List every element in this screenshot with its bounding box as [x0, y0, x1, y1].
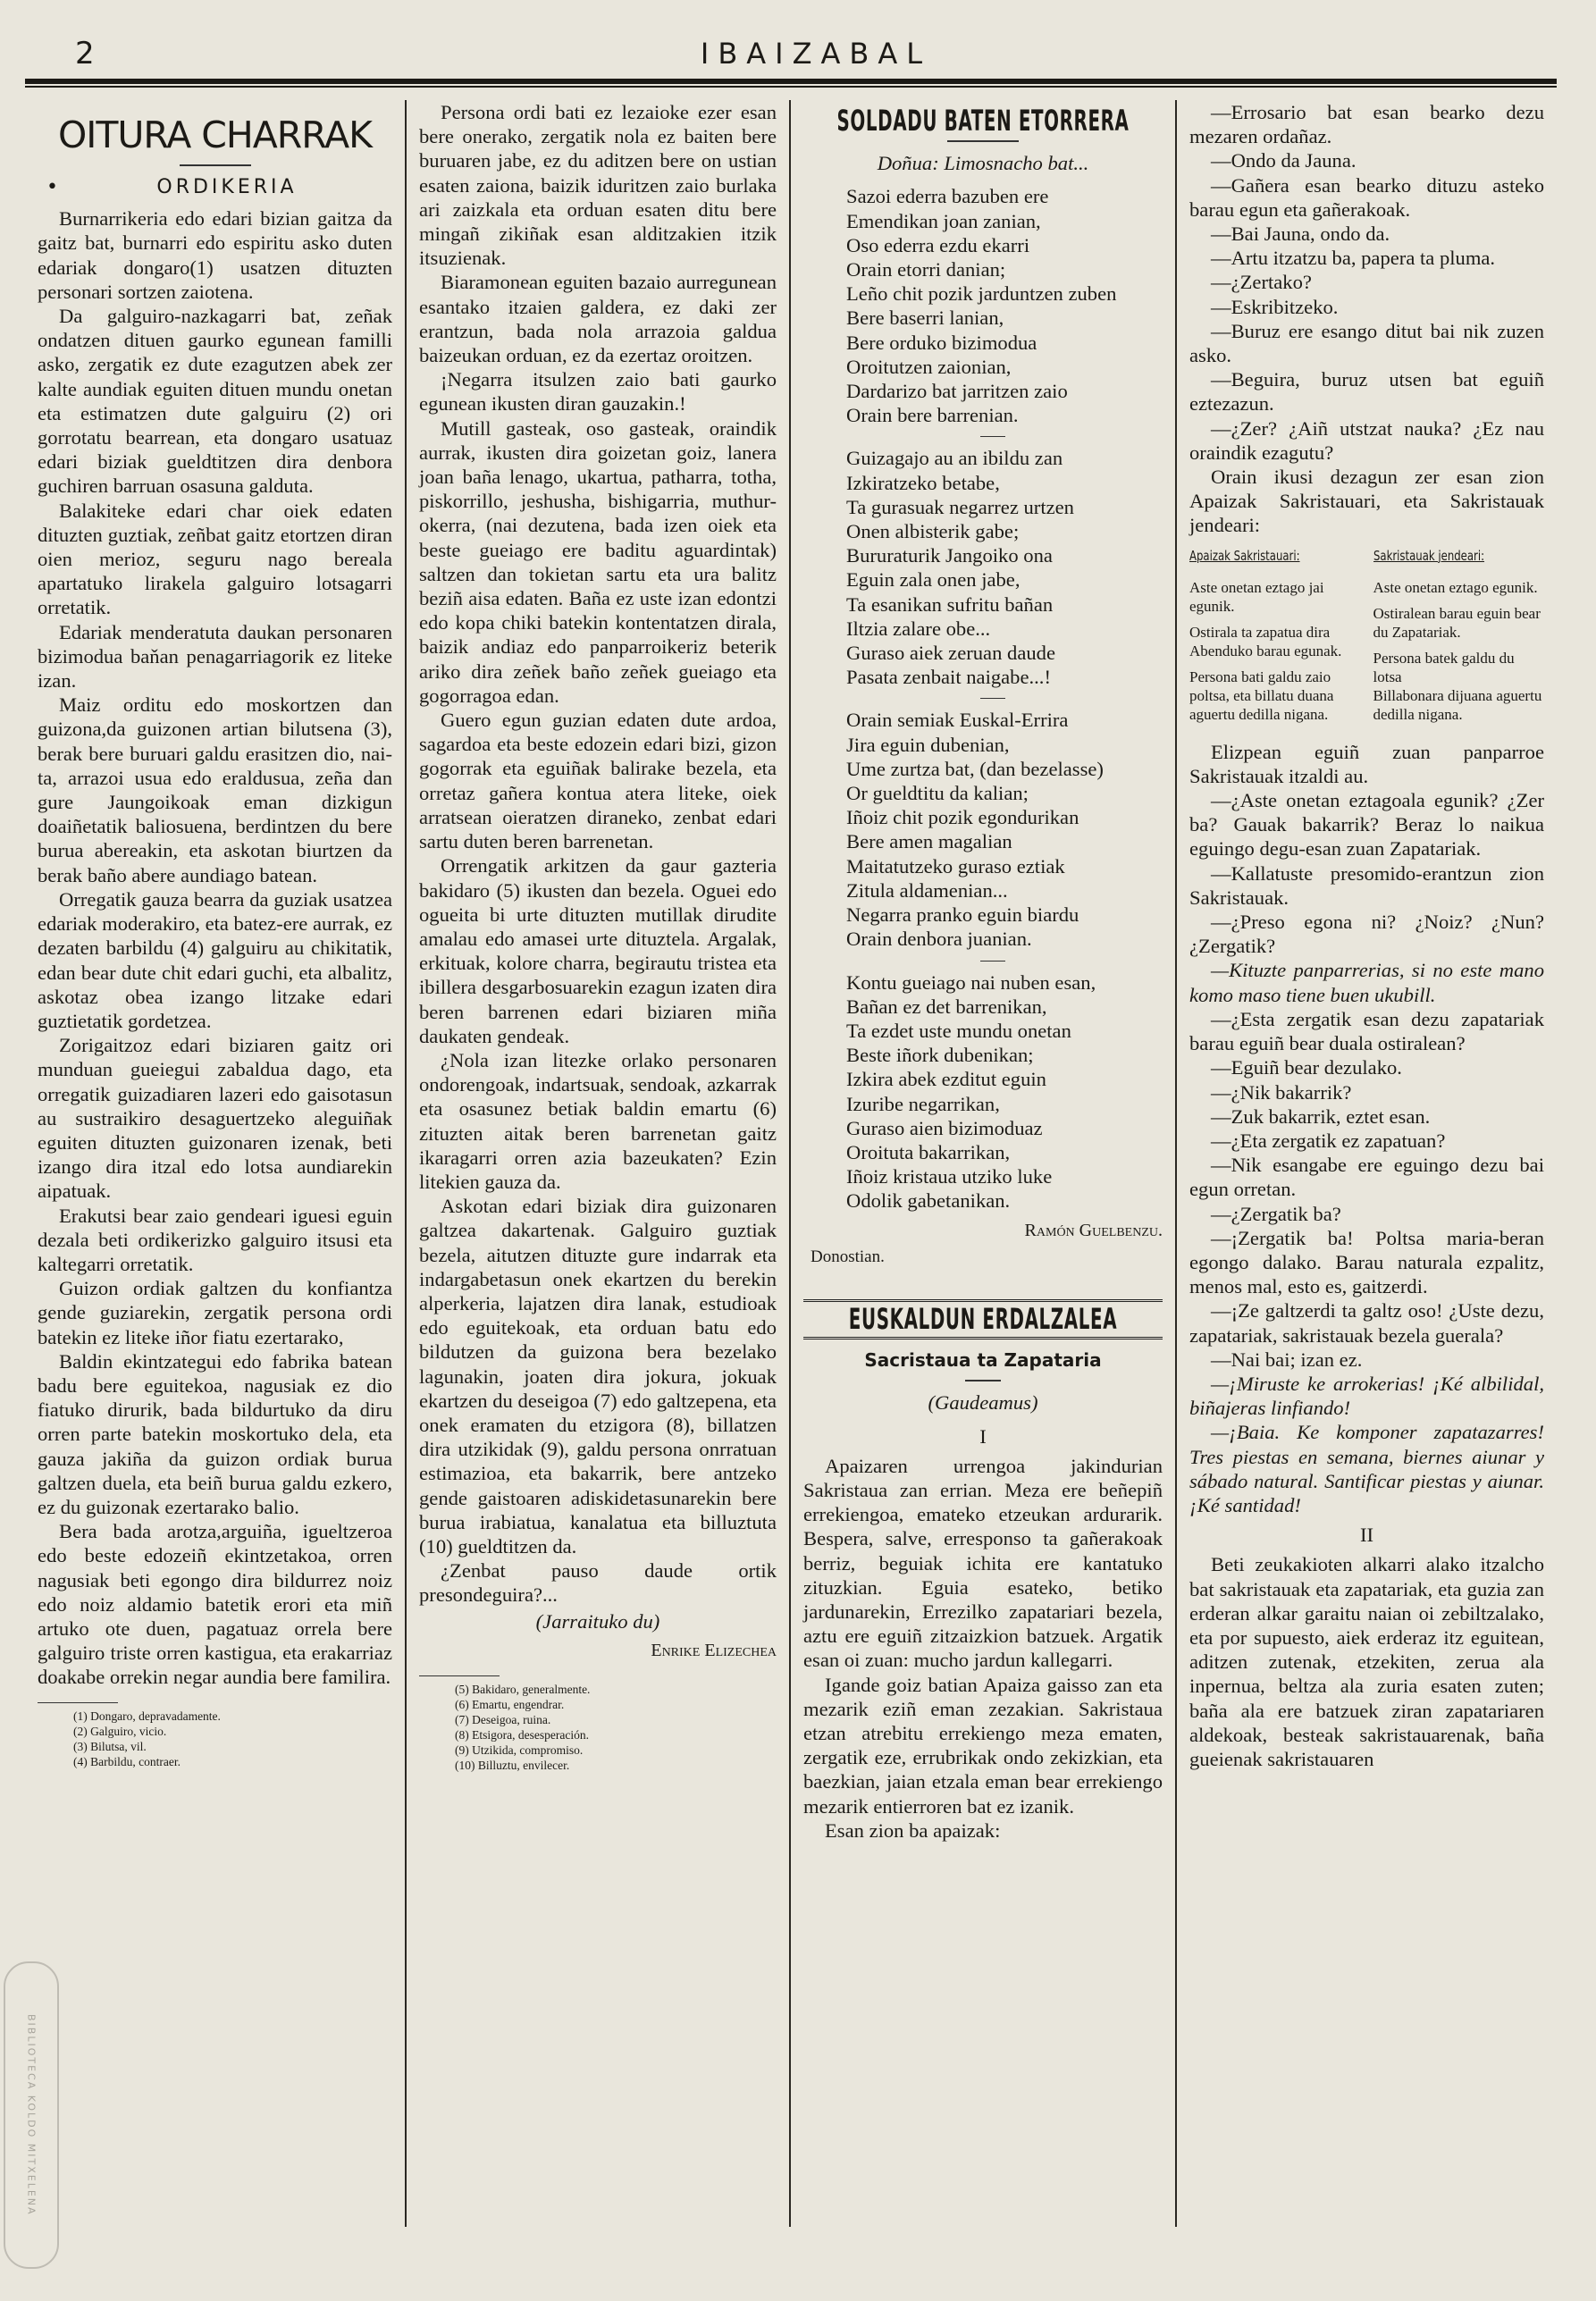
section-title: EUSKALDUN ERDALZALEA: [848, 1301, 1118, 1336]
verse-line: Maitatutzeko guraso eztiak: [846, 854, 1065, 878]
poem-tune: Doñua: Limosnacho bat...: [877, 152, 1089, 175]
footnote: (3) Bilutsa, vil.: [73, 1739, 147, 1753]
verse-line: Iñoiz chit pozik egondurikan: [846, 806, 1079, 829]
column-1: [25, 100, 405, 2227]
title-divider: [965, 1380, 1001, 1381]
footnote: (2) Galguiro, vicio.: [73, 1724, 167, 1738]
verse-line: Negarra pranko eguin biardu: [846, 903, 1079, 927]
paragraph: Beti zeukakioten alkarri alako itzalcho bat sakristauak eta zapatariak, eta guzia zan erderan alkar garaitu naian oi zebiltzalako, eta por supuesto, aiek erderaz itz eguitean, aditzen zutenak, etzekiten, zerua ala inpernua, beltza ala zuria esaten zuten; baña ala ere batzuek ziran zapatariaren aldekoak, besteak sakristauarenak, baña gueienak sakristauaren: [1189, 1553, 1544, 1770]
verse-line: Leño chit pozik jarduntzen zuben: [846, 282, 1117, 306]
table-header: Sakristauak jendeari:: [1373, 547, 1484, 564]
paragraph: Orregatik gauza bearra da guziak usatzea edariak moderakiro, eta batez-ere aurrak, ez dezaten barbildu (4) galguiru au chikitatik, edan bear dute chit edari guchi, eta albalitz, askotaz obea izango litzake edari guztietatik gordetzea.: [38, 887, 393, 1032]
dialogue-line: —Artu itzatzu ba, papera ta pluma.: [1211, 247, 1496, 270]
header-rule: [25, 79, 1557, 84]
paragraph: Balakiteke edari char oiek edaten dituzten guztiak, zeñbat gaitz etortzen diran oien merioz, seguru nago bereala apartatuko lirakela galguiro lotsagarri orretatik.: [38, 499, 392, 619]
verse-line: Eguin zala onen jabe,: [846, 568, 1021, 592]
paragraph: Da galguiro-nazkagarri bat, zeñak ondatzen dituen gaurko egunean familli asko, zergatik ez dute ezagutzen abek zer kalte aundiak eguiten dituen mundu onetan eta estimatzen dute galguiru (2) ori gorrotatu bearrean, eta dongaro usatuaz edari biziak gueldtitzen dira denbora guchiren barruan osasuna galduta.: [38, 305, 392, 498]
dialogue-line: —¡Baia. Ke komponer zapatazarres! Tres piestas en semana, biernes aiunar y sábado natural. Santificar piestas y aiunar. ¡Ké santidad!: [1189, 1421, 1544, 1516]
verse-line: Orain denbora juanian.: [846, 928, 1032, 951]
dialogue-line: —Eguiñ bear dezulako.: [1211, 1056, 1402, 1079]
comparison-table: [1189, 547, 1544, 731]
verse-line: Ume zurtza bat, (dan bezelasse): [846, 757, 1104, 780]
paragraph: Mutill gasteak, oso gasteak, oraindik aurrak, ikusten dira goizetan goiz, lanera joan baña lenago, ukartua, patharra, totha, piskorrillo, jeshusha, bishigarria, muthur-okerra, (nai dezutena, bada izen oiek eta beste gueiago ere baditu aguardintak) saltzen dan tokietan sartu eta ura balitz beziñ aisa edaten. Baña ez uste izan edontzi edo kopa chiki batekin kontentatzen dirala, baizik andiaz edo panparroikeriz beterik ariko dira zeñek baño zeñek gueiago eta gogorragoa edan.: [419, 416, 777, 707]
dialogue-line: —¿Zer? ¿Aiñ utstzat nauka? ¿Ez nau oraindik ezagutu?: [1189, 416, 1544, 464]
paragraph: Erakutsi bear zaio gendeari iguesi eguin dezala beti ordikerizko galguiro itsusi eta kaltegarri orretatik.: [38, 1204, 392, 1275]
verse-line: Izkira abek ezditut eguin: [846, 1068, 1046, 1091]
paragraph: Edariak menderatuta daukan personaren bizimodua baňan penagarriagorik ez liteke izan.: [38, 620, 392, 693]
footnote: (5) Bakidaro, generalmente.: [455, 1683, 591, 1696]
poem-place: Donostian.: [811, 1247, 885, 1266]
dialogue-line: —Kituzte panparrerias, si no este mano komo maso tiene buen ukubill.: [1189, 959, 1544, 1006]
paragraph: Guizon ordiak galtzen du konfiantza gende guziarekin, zergatik persona ordi batekin ez liteke iñor fiatu ezertarako,: [38, 1277, 392, 1348]
dialogue-line: —¿Zergatik ba?: [1211, 1202, 1341, 1225]
part-number: I: [979, 1424, 987, 1448]
dialogue-line: —Kallatuste presomido-erantzun zion Sakristauak.: [1189, 861, 1544, 909]
table-cell: Persona batek galdu du lotsa: [1373, 649, 1515, 685]
table-column-right: [1373, 547, 1545, 731]
dialogue-line: —¿Nik bakarrik?: [1211, 1080, 1352, 1104]
verse-line: Zitula aldamenian...: [846, 878, 1008, 902]
verse-line: Guraso aien bizimoduaz: [846, 1116, 1043, 1139]
verse-line: Bururaturik Jangoiko ona: [846, 544, 1053, 567]
verse-line: Onen albisterik gabe;: [846, 520, 1020, 543]
verse-line: Iñoiz kristaua utziko luke: [846, 1165, 1053, 1188]
verse-line: Dardarizo bat jarritzen zaio: [846, 380, 1068, 403]
verse-line: Guraso aiek zeruan daude: [846, 642, 1055, 665]
paragraph: ¡Negarra itsulzen zaio bati gaurko egunean ikusten diran gauzakin.!: [419, 368, 777, 416]
paragraph: Apaizaren urrengoa jakindurian Sakristaua zan errian. Meza ere beñepiñ errekiengoa, emateko etzeukan ardurarik. Bespera, salve, erresponso ta gañerakoak berriz, beguiak ichita ere kantatuko zituzkian. Eguia esateko, betiko jardunarekin, Errezilko zapatariari bezela, aztu ere eguiñ zitzaizkion batzuek. Argatik esan oi zuan: mucho jardun kallegarri.: [803, 1454, 1163, 1672]
library-stamp: BIBLIOTECA KOLDO MITXELENA: [4, 1961, 59, 2269]
paragraph: Bera bada arotza,arguiña, igueltzeroa edo beste edozeiñ ekintzetakoa, orren nagusiak beti egongo dira bildurrez noiz edo noiz aldamio batetik erori eta miñ artuko ote duen, pagatuaz orrela bere galguiro triste orren kastigua, eta erakarriaz doakabe orrekin negar aundia bere familira.: [38, 1520, 392, 1689]
dialogue-line: —Nai bai; izan ez.: [1211, 1348, 1363, 1371]
footnote-divider: [419, 1675, 500, 1676]
paragraph: ¿Nola izan litezke orlako personaren ondorengoak, indartsuak, sendoak, azkarrak eta osasunez betiak baldin emartu (6) zituzten aitak beren barrenetan gaitz ikaragarri orren azia bazeukaten? Ezin litekien gauza da.: [419, 1048, 777, 1193]
verse-line: Orain etorri danian;: [846, 258, 1006, 281]
column-3: [789, 100, 1175, 2227]
section-subtitle: Sacristaua ta Zapataria: [864, 1349, 1102, 1372]
masthead: [25, 36, 1557, 73]
dialogue-line: —¡Ze galtzerdi ta galtz oso! ¿Uste dezu, zapatariak, sakristauak bezela guerala?: [1189, 1299, 1544, 1347]
verse-line: Orain bere barrenian.: [846, 404, 1019, 427]
dialogue-line: Orain ikusi dezagun zer esan zion Apaizak Sakristauari, eta Sakristauak jendeari:: [1189, 466, 1544, 537]
table-cell: Billabonara dijuana aguertu dedilla nigana.: [1373, 686, 1542, 723]
paragraph: Esan zion ba apaizak:: [825, 1818, 1001, 1842]
dialogue-line: —Errosario bat esan bearko dezu mezaren ordañaz.: [1189, 101, 1544, 148]
verse-line: Iltzia zalare obe...: [846, 617, 991, 640]
dialogue-line: —Beguira, buruz utsen bat eguiñ eztezazun.: [1189, 368, 1544, 416]
verse-line: Odolik gabetanikan.: [846, 1189, 1011, 1213]
poem-title: SOLDADU BATEN ETORRERA: [836, 104, 1130, 138]
part-number: II: [1359, 1524, 1374, 1547]
table-cell: Aste onetan eztago egunik.: [1373, 578, 1538, 596]
table-column-left: [1189, 547, 1361, 731]
verse-line: Ta gurasuak negarrez urtzen: [846, 495, 1074, 518]
poem: [846, 184, 1163, 1213]
table-cell: Persona bati galdu zaio poltsa, eta billatu duana aguertu dedilla nigana.: [1189, 668, 1334, 723]
verse-line: Oroitutzen zaionian,: [846, 355, 1012, 378]
table-cell: Aste onetan eztago jai egunik.: [1189, 578, 1324, 615]
footnote: (1) Dongaro, depravadamente.: [73, 1709, 221, 1723]
paragraph: Baldin ekintzategui edo fabrika batean badu bere eguitekoa, nagusiak ez dio fiatuko dirurik, bada bildurtuko da diru orren parte batekin moskortuko dela, eta gauza jakiña da guizon ordiak burua galtzen duela, eta beiñ burua galdu ezkero, ez du guizonak ezertarako balio.: [38, 1349, 392, 1518]
verse-line: Guizagajo au an ibildu zan: [846, 447, 1063, 470]
dialogue-line: —¿Zertako?: [1211, 271, 1312, 294]
dialogue-line: —¿Aste onetan eztagoala egunik? ¿Zer ba? Gauak bakarrik? Beraz lo naikua eguingo degu-esan zuan Zapatariak.: [1189, 789, 1544, 861]
footnote: (4) Barbildu, contraer.: [73, 1754, 181, 1768]
dialogue-line: —¡Miruste ke arrokerias! ¡Ké albilidal, biñajeras linfiando!: [1189, 1372, 1544, 1420]
verse-line: Sazoi ederra bazuben ere: [846, 185, 1049, 208]
verse-line: Kontu gueiago nai nuben esan,: [846, 970, 1096, 994]
verse-line: Orain semiak Euskal-Errira: [846, 709, 1069, 732]
paragraph: Guero egun guzian edaten dute ardoa, sagardoa eta beste edozein edari bizi, gizon gogorrak eta eguiñak balirake bezela, eta orretaz gañera kontua atera liteke, oiek arratsean oieratzen diraneko, zenbat edari sartu duten beren barrenetan.: [419, 709, 777, 853]
dialogue-line: —Buruz ere esango ditut bai nik zuzen asko.: [1189, 319, 1544, 367]
dialogue-line: —¿Eta zergatik ez zapatuan?: [1211, 1129, 1446, 1152]
paragraph: Biaramonean eguiten bazaio aurregunean esantako itzaien galdera, ez daki zer erantzun, bada nola arrazoia galdua baizeukan orduan, ez da ezertaz oroitzen.: [419, 271, 777, 367]
page-number: 2: [75, 36, 95, 71]
stanza: [846, 708, 1163, 951]
section-header: [803, 1299, 1163, 1339]
dialogue-line: —¿Esta zergatik esan dezu zapatariak barau eguiñ bear duala ostiralean?: [1189, 1007, 1544, 1055]
footnote: (8) Etsigora, desesperación.: [455, 1728, 589, 1742]
table-header: Apaizak Sakristauari:: [1189, 547, 1300, 564]
title-divider: [947, 140, 1019, 142]
dialogue-line: —Zuk bakarrik, eztet esan.: [1211, 1104, 1431, 1128]
table-cell: Ostirala ta zapatua dira Abenduko barau egunak.: [1189, 623, 1342, 659]
title-divider: [180, 164, 251, 166]
paragraph: Maiz orditu edo moskortzen dan guizona,da guizonen artian bilutsena (3), berak bere buruari galdu erasitzen dio, nai-ta, arrazoi usua edo eraldusua, zeña dan gure Jaungoikoak eman dizkigun doaiñetatik baliosuena, berdintzen du bere burua abereakin, eta askotan biurtzen da berak baño abere aundiago batean.: [38, 693, 392, 886]
verse-line: Izuribe negarrikan,: [846, 1092, 1000, 1115]
verse-line: Bere baserri lanian,: [846, 307, 1004, 330]
columns: [25, 100, 1557, 2227]
paragraph: Orrengatik arkitzen da gaur gazteria bakidaro (5) ikusten dan bezela. Oguei edo ogueita bi urte dituzten mutillak dirudite amalau edo amasei urte dituztela. Argalak, erkituak, kolore charra, begirautu tristea eta ibillera desgarbosuarekin ezagun izaten dira beren barrenen edari biziaren miña daukaten gendeak.: [419, 854, 777, 1047]
stanza-divider: [980, 436, 1005, 437]
bullet: •: [46, 176, 62, 198]
verse-line: Jira eguin dubenian,: [846, 733, 1010, 756]
footnote: (7) Deseigoa, ruina.: [455, 1713, 551, 1726]
verse-line: Ta ezdet uste mundu onetan: [846, 1019, 1071, 1042]
newspaper-title: IBAIZABAL: [700, 37, 932, 71]
paragraph: Burnarrikeria edo edari bizian gaitza da gaitz bat, burnarri edo espiritu asko duten edariak dongaro(1) usatzen dituzten personari sortzen zaiotena.: [38, 207, 392, 303]
dialogue-line: —¡Zergatik ba! Poltsa maria-beran egongo dalako. Barau naturala ezpalitz, menos mal, esto es, gaitzerdi.: [1189, 1226, 1544, 1298]
verse-line: Pasata zenbait naigabe...!: [846, 666, 1051, 689]
verse-line: Oroituta bakarrikan,: [846, 1140, 1011, 1163]
verse-line: Izkiratzeko betabe,: [846, 471, 1000, 494]
verse-line: Bañan ez det barrenikan,: [846, 995, 1047, 1018]
verse-line: Bere amen magalian: [846, 830, 1012, 853]
verse-line: Bere orduko bizimodua: [846, 331, 1037, 354]
verse-line: Or gueldtitu da kalian;: [846, 782, 1029, 805]
verse-line: Oso ederra ezdu ekarri: [846, 233, 1030, 256]
header-rule-thin: [25, 86, 1557, 88]
poem-author: Ramón Guelbenzu.: [1024, 1220, 1163, 1240]
verse-line: Emendikan joan zanian,: [846, 209, 1041, 232]
paragraph: Igande goiz batian Apaiza gaisso zan eta mezarik eziñ eman zezakian. Sakristaua etzan atrebitu errekiengo meza ematen, zergatik eze, errubrikak ondo zekizkian, eta baezkian, jaian etzala eman bear errekiengo mezarik entierroren bat ez izanik.: [803, 1673, 1163, 1818]
column-2: [405, 100, 789, 2227]
stanza-divider: [980, 698, 1005, 699]
verse-line: Beste iñork dubenikan;: [846, 1044, 1034, 1067]
section-tune: (Gaudeamus): [928, 1391, 1038, 1415]
paragraph: Askotan edari biziak dira guizonaren galtzea dakartenak. Galguiro guztiak bezela, aitutzen dituzte gure indarrak eta indargabetasun onek ekartzen du berekin alperkeria, lajatzen dira lanak, estudioak edo eguitekoak, eta orduan batu edo bildutzen da guizona bera bezelako lagunakin, joaten dira jokura, jokuak ekartzen du deseigoa (7) edo galtzepena, eta onek eramaten du etzigora (8), billatzen dira utzikidak (9), galdu persona onrratuan estimazioa, eta bakarrik, bere antzeko gende gaistoaren adiskidetasunarekin bere burua irabiatua, kanalatua eta billuztuta (10) gueldtitzen da.: [419, 1195, 777, 1558]
stanza: [846, 184, 1163, 427]
continuation-note: (Jarraituko du): [535, 1609, 660, 1633]
dialogue-line: Elizpean eguiñ zuan panparroe Sakristauak itzaldi au.: [1189, 740, 1544, 787]
dialogue-line: —¿Preso egona ni? ¿Noiz? ¿Nun? ¿Zergatik?: [1189, 911, 1544, 958]
dialogue-line: —Bai Jauna, ondo da.: [1211, 223, 1390, 246]
footnote: (9) Utzikida, compromiso.: [455, 1743, 584, 1757]
paragraph: Zorigaitzoz edari biziaren gaitz ori munduan gueiegui zabaldua dago, eta orregatik guizadiaren lazeri edo gaisotasun au sustraikiro desaguertzeko aleguiñak eguiten dituzten guizonaren izenak, beti izango dira itzal edo lotsa aundiarekin aipatuak.: [38, 1034, 392, 1203]
stanza: [846, 970, 1163, 1213]
dialogue-line: —Nik esangabe ere eguingo dezu bai egun orretan.: [1189, 1154, 1544, 1201]
footnote: (6) Emartu, engendrar.: [455, 1698, 565, 1711]
footnote: (10) Billuztu, envilecer.: [455, 1759, 570, 1772]
article-author: Enrike Elizechea: [651, 1640, 777, 1660]
article-subtitle: [38, 175, 392, 199]
dialogue-line: —Gañera esan bearko dituzu asteko barau egun eta gañerakoak.: [1189, 173, 1544, 221]
subtitle-text: ORDIKERIA: [156, 176, 298, 198]
table-cell: Ostiralean barau eguin bear du Zapatariak.: [1373, 604, 1541, 641]
column-4: [1175, 100, 1557, 2227]
dialogue-line: —Eskribitzeko.: [1211, 295, 1339, 318]
stanza: [846, 446, 1163, 689]
article-title-oitura: OITURA CHARRAK: [57, 113, 373, 156]
stanza-divider: [980, 961, 1005, 962]
verse-line: Ta esanikan sufritu bañan: [846, 592, 1054, 616]
dialogue-line: —Ondo da Jauna.: [1211, 149, 1357, 172]
footnote-divider: [38, 1702, 118, 1703]
paragraph: Persona ordi bati ez lezaioke ezer esan bere onerako, zergatik nola ez baiten bere buruaren jabe, ez du aditzen bere on ustian esaten zaiona, baizik iduritzen zaio burlaka ari zaizkala eta orduan esaten ditu bere mingañ zikiñak esan alditzakien itzik itsuzienak.: [419, 101, 777, 270]
paragraph: ¿Zenbat pauso daude ortik presondeguira?...: [419, 1559, 777, 1607]
